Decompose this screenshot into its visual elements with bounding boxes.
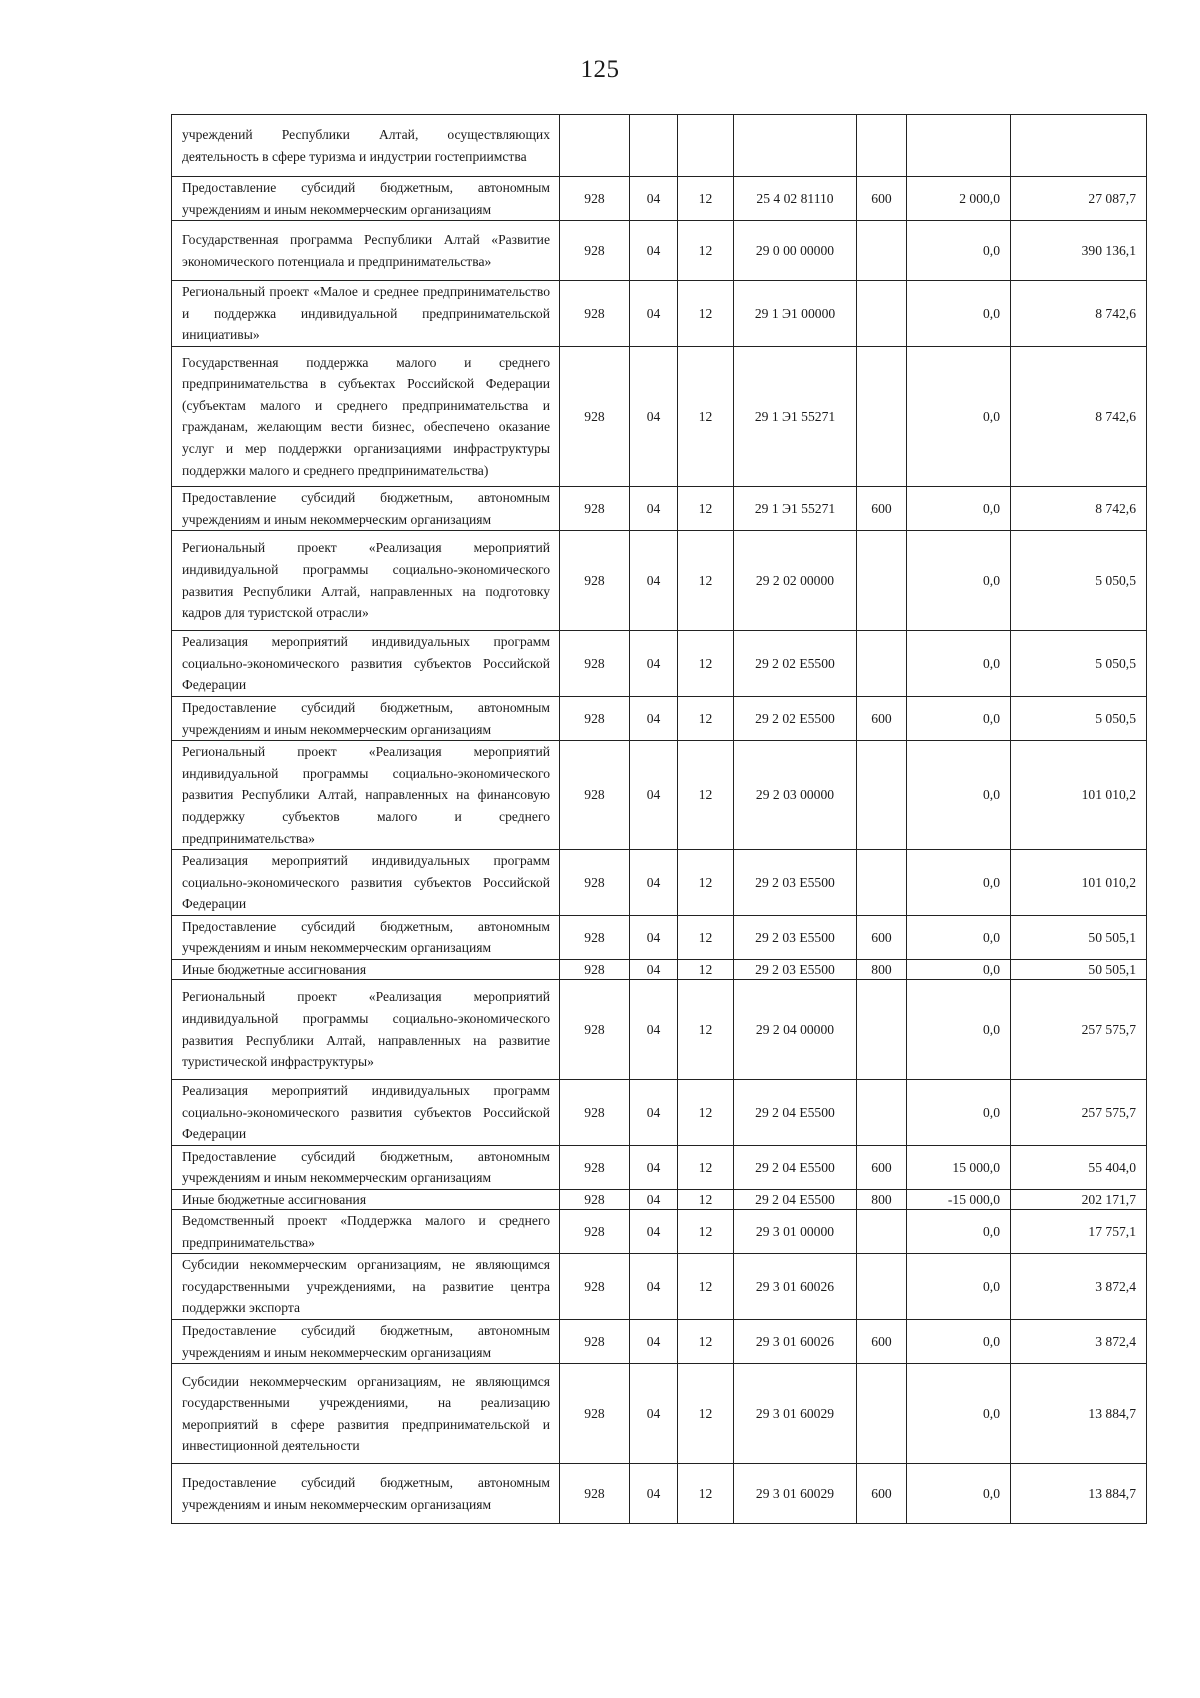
change-amount-cell: 0,0: [907, 915, 1011, 959]
row-name-cell: Предоставление субсидий бюджетным, автономным учреждениям и иным некоммерческим организациям: [172, 1145, 560, 1189]
target-article-cell: 29 2 02 00000: [734, 531, 857, 631]
target-article-cell: 29 2 04 Е5500: [734, 1190, 857, 1210]
subsection-code-cell: 12: [678, 696, 734, 740]
expense-type-cell: [857, 631, 907, 697]
table-row: [172, 115, 1147, 177]
total-amount-cell: 8 742,6: [1011, 486, 1147, 530]
row-name-cell: Предоставление субсидий бюджетным, автономным учреждениям и иным некоммерческим организациям: [172, 177, 560, 221]
table-row: [172, 980, 1147, 1080]
target-article-cell: 29 2 03 Е5500: [734, 915, 857, 959]
change-amount-cell: 0,0: [907, 960, 1011, 980]
row-name-cell: Реализация мероприятий индивидуальных программ социально-экономического развития субъектов Российской Федерации: [172, 631, 560, 697]
change-amount-cell: 0,0: [907, 486, 1011, 530]
ministry-code-cell: 928: [560, 281, 630, 347]
table-row: [172, 531, 1147, 631]
total-amount-cell: 5 050,5: [1011, 531, 1147, 631]
table-row: [172, 850, 1147, 916]
target-article-cell: 29 3 01 60029: [734, 1364, 857, 1464]
row-name-cell: Предоставление субсидий бюджетным, автономным учреждениям и иным некоммерческим организациям: [172, 696, 560, 740]
expense-type-cell: [857, 850, 907, 916]
ministry-code-cell: 928: [560, 1464, 630, 1524]
subsection-code-cell: 12: [678, 631, 734, 697]
row-name-cell: Предоставление субсидий бюджетным, автономным учреждениям и иным некоммерческим организациям: [172, 486, 560, 530]
table-row: [172, 1320, 1147, 1364]
subsection-code-cell: 12: [678, 741, 734, 850]
expense-type-cell: [857, 1210, 907, 1254]
section-code-cell: 04: [630, 631, 678, 697]
ministry-code-cell: 928: [560, 177, 630, 221]
total-amount-cell: 50 505,1: [1011, 960, 1147, 980]
target-article-cell: 29 3 01 60029: [734, 1464, 857, 1524]
section-code-cell: 04: [630, 346, 678, 486]
expense-type-cell: [857, 281, 907, 347]
change-amount-cell: 0,0: [907, 696, 1011, 740]
ministry-code-cell: 928: [560, 531, 630, 631]
row-name-cell: Субсидии некоммерческим организациям, не являющимся государственными учреждениями, на реализацию мероприятий в сфере развития предпринимательской и инвестиционной деятельности: [172, 1364, 560, 1464]
table-row: [172, 177, 1147, 221]
change-amount-cell: 0,0: [907, 1364, 1011, 1464]
total-amount-cell: 257 575,7: [1011, 1080, 1147, 1146]
change-amount-cell: 15 000,0: [907, 1145, 1011, 1189]
ministry-code-cell: 928: [560, 346, 630, 486]
target-article-cell: 29 2 04 00000: [734, 980, 857, 1080]
total-amount-cell: 27 087,7: [1011, 177, 1147, 221]
section-code-cell: [630, 115, 678, 177]
section-code-cell: 04: [630, 1190, 678, 1210]
subsection-code-cell: 12: [678, 281, 734, 347]
table-row: [172, 960, 1147, 980]
row-name-cell: Субсидии некоммерческим организациям, не являющимся государственными учреждениями, на развитие центра поддержки экспорта: [172, 1254, 560, 1320]
section-code-cell: 04: [630, 696, 678, 740]
subsection-code-cell: 12: [678, 1254, 734, 1320]
subsection-code-cell: 12: [678, 1190, 734, 1210]
target-article-cell: 29 2 04 Е5500: [734, 1145, 857, 1189]
section-code-cell: 04: [630, 1464, 678, 1524]
table-row: [172, 1080, 1147, 1146]
target-article-cell: 29 1 Э1 55271: [734, 346, 857, 486]
target-article-cell: 25 4 02 81110: [734, 177, 857, 221]
total-amount-cell: 5 050,5: [1011, 631, 1147, 697]
total-amount-cell: 8 742,6: [1011, 346, 1147, 486]
row-name-cell: Государственная программа Республики Алтай «Развитие экономического потенциала и предпринимательства»: [172, 221, 560, 281]
row-name-cell: Иные бюджетные ассигнования: [172, 960, 560, 980]
subsection-code-cell: 12: [678, 1145, 734, 1189]
expense-type-cell: 600: [857, 1320, 907, 1364]
target-article-cell: 29 2 03 00000: [734, 741, 857, 850]
change-amount-cell: 0,0: [907, 1464, 1011, 1524]
total-amount-cell: 202 171,7: [1011, 1190, 1147, 1210]
change-amount-cell: 0,0: [907, 980, 1011, 1080]
subsection-code-cell: 12: [678, 177, 734, 221]
expense-type-cell: 600: [857, 486, 907, 530]
section-code-cell: 04: [630, 1145, 678, 1189]
row-name-cell: Предоставление субсидий бюджетным, автономным учреждениям и иным некоммерческим организациям: [172, 915, 560, 959]
row-name-cell: Ведомственный проект «Поддержка малого и среднего предпринимательства»: [172, 1210, 560, 1254]
ministry-code-cell: 928: [560, 980, 630, 1080]
subsection-code-cell: 12: [678, 346, 734, 486]
total-amount-cell: 390 136,1: [1011, 221, 1147, 281]
expense-type-cell: [857, 115, 907, 177]
section-code-cell: 04: [630, 1210, 678, 1254]
ministry-code-cell: 928: [560, 741, 630, 850]
subsection-code-cell: 12: [678, 221, 734, 281]
expense-type-cell: 600: [857, 177, 907, 221]
change-amount-cell: 0,0: [907, 346, 1011, 486]
row-name-cell: Региональный проект «Реализация мероприятий индивидуальной программы социально-экономического развития Республики Алтай, направленных на подготовку кадров для туристской отрасли»: [172, 531, 560, 631]
ministry-code-cell: 928: [560, 850, 630, 916]
table-row: [172, 1364, 1147, 1464]
change-amount-cell: [907, 115, 1011, 177]
ministry-code-cell: 928: [560, 1364, 630, 1464]
section-code-cell: 04: [630, 281, 678, 347]
table-row: [172, 1254, 1147, 1320]
subsection-code-cell: 12: [678, 1364, 734, 1464]
row-name-cell: Региональный проект «Реализация мероприятий индивидуальной программы социально-экономического развития Республики Алтай, направленных на развитие туристической инфраструктуры»: [172, 980, 560, 1080]
change-amount-cell: 0,0: [907, 741, 1011, 850]
subsection-code-cell: 12: [678, 915, 734, 959]
target-article-cell: 29 2 03 Е5500: [734, 850, 857, 916]
change-amount-cell: 0,0: [907, 1080, 1011, 1146]
total-amount-cell: 17 757,1: [1011, 1210, 1147, 1254]
expense-type-cell: 600: [857, 1145, 907, 1189]
page-number: 125: [580, 56, 620, 83]
ministry-code-cell: 928: [560, 1190, 630, 1210]
expense-type-cell: [857, 741, 907, 850]
change-amount-cell: 0,0: [907, 850, 1011, 916]
section-code-cell: 04: [630, 960, 678, 980]
table-row: [172, 696, 1147, 740]
section-code-cell: 04: [630, 1080, 678, 1146]
row-name-cell: Региональный проект «Малое и среднее предпринимательство и поддержка индивидуальной предпринимательской инициативы»: [172, 281, 560, 347]
change-amount-cell: -15 000,0: [907, 1190, 1011, 1210]
table-row: [172, 1145, 1147, 1189]
change-amount-cell: 0,0: [907, 1320, 1011, 1364]
target-article-cell: 29 2 03 Е5500: [734, 960, 857, 980]
change-amount-cell: 0,0: [907, 281, 1011, 347]
table-row: [172, 741, 1147, 850]
row-name-cell: Реализация мероприятий индивидуальных программ социально-экономического развития субъектов Российской Федерации: [172, 1080, 560, 1146]
section-code-cell: 04: [630, 1254, 678, 1320]
row-name-cell: учреждений Республики Алтай, осуществляющих деятельность в сфере туризма и индустрии гостеприимства: [172, 115, 560, 177]
table-row: [172, 281, 1147, 347]
expense-type-cell: 800: [857, 960, 907, 980]
subsection-code-cell: 12: [678, 850, 734, 916]
row-name-cell: Государственная поддержка малого и среднего предпринимательства в субъектах Российской Федерации (субъектам малого и среднего предпринимательства и гражданам, желающим вести бизнес, обеспечено оказание услуг и мер поддержки организациями инфраструктуры поддержки малого и среднего предпринимательства): [172, 346, 560, 486]
row-name-cell: Реализация мероприятий индивидуальных программ социально-экономического развития субъектов Российской Федерации: [172, 850, 560, 916]
ministry-code-cell: [560, 115, 630, 177]
section-code-cell: 04: [630, 177, 678, 221]
target-article-cell: 29 3 01 00000: [734, 1210, 857, 1254]
subsection-code-cell: 12: [678, 980, 734, 1080]
expense-type-cell: 600: [857, 1464, 907, 1524]
expense-type-cell: [857, 221, 907, 281]
expense-type-cell: 800: [857, 1190, 907, 1210]
section-code-cell: 04: [630, 531, 678, 631]
ministry-code-cell: 928: [560, 221, 630, 281]
change-amount-cell: 0,0: [907, 1254, 1011, 1320]
target-article-cell: 29 3 01 60026: [734, 1254, 857, 1320]
section-code-cell: 04: [630, 980, 678, 1080]
expense-type-cell: [857, 1254, 907, 1320]
expense-type-cell: [857, 980, 907, 1080]
total-amount-cell: 101 010,2: [1011, 741, 1147, 850]
expense-type-cell: [857, 1080, 907, 1146]
target-article-cell: 29 2 04 Е5500: [734, 1080, 857, 1146]
total-amount-cell: [1011, 115, 1147, 177]
ministry-code-cell: 928: [560, 1145, 630, 1189]
row-name-cell: Предоставление субсидий бюджетным, автономным учреждениям и иным некоммерческим организациям: [172, 1464, 560, 1524]
subsection-code-cell: 12: [678, 1210, 734, 1254]
row-name-cell: Иные бюджетные ассигнования: [172, 1190, 560, 1210]
table-row: [172, 1210, 1147, 1254]
expense-type-cell: 600: [857, 696, 907, 740]
subsection-code-cell: 12: [678, 531, 734, 631]
total-amount-cell: 3 872,4: [1011, 1320, 1147, 1364]
subsection-code-cell: 12: [678, 486, 734, 530]
table-row: [172, 346, 1147, 486]
section-code-cell: 04: [630, 850, 678, 916]
row-name-cell: Предоставление субсидий бюджетным, автономным учреждениям и иным некоммерческим организациям: [172, 1320, 560, 1364]
table-row: [172, 915, 1147, 959]
total-amount-cell: 50 505,1: [1011, 915, 1147, 959]
change-amount-cell: 0,0: [907, 1210, 1011, 1254]
ministry-code-cell: 928: [560, 1080, 630, 1146]
subsection-code-cell: [678, 115, 734, 177]
target-article-cell: 29 1 Э1 55271: [734, 486, 857, 530]
table-row: [172, 221, 1147, 281]
section-code-cell: 04: [630, 221, 678, 281]
section-code-cell: 04: [630, 1364, 678, 1464]
total-amount-cell: 55 404,0: [1011, 1145, 1147, 1189]
table-row: [172, 1190, 1147, 1210]
total-amount-cell: 5 050,5: [1011, 696, 1147, 740]
total-amount-cell: 3 872,4: [1011, 1254, 1147, 1320]
section-code-cell: 04: [630, 1320, 678, 1364]
change-amount-cell: 0,0: [907, 631, 1011, 697]
target-article-cell: 29 2 02 Е5500: [734, 631, 857, 697]
section-code-cell: 04: [630, 915, 678, 959]
change-amount-cell: 0,0: [907, 221, 1011, 281]
ministry-code-cell: 928: [560, 631, 630, 697]
target-article-cell: 29 2 02 Е5500: [734, 696, 857, 740]
change-amount-cell: 2 000,0: [907, 177, 1011, 221]
target-article-cell: 29 1 Э1 00000: [734, 281, 857, 347]
subsection-code-cell: 12: [678, 1320, 734, 1364]
table-row: [172, 1464, 1147, 1524]
total-amount-cell: 8 742,6: [1011, 281, 1147, 347]
section-code-cell: 04: [630, 741, 678, 850]
subsection-code-cell: 12: [678, 1080, 734, 1146]
ministry-code-cell: 928: [560, 1320, 630, 1364]
table-row: [172, 486, 1147, 530]
ministry-code-cell: 928: [560, 960, 630, 980]
total-amount-cell: 13 884,7: [1011, 1364, 1147, 1464]
target-article-cell: [734, 115, 857, 177]
subsection-code-cell: 12: [678, 960, 734, 980]
target-article-cell: 29 3 01 60026: [734, 1320, 857, 1364]
target-article-cell: 29 0 00 00000: [734, 221, 857, 281]
total-amount-cell: 101 010,2: [1011, 850, 1147, 916]
ministry-code-cell: 928: [560, 696, 630, 740]
total-amount-cell: 13 884,7: [1011, 1464, 1147, 1524]
change-amount-cell: 0,0: [907, 531, 1011, 631]
section-code-cell: 04: [630, 486, 678, 530]
table-row: [172, 631, 1147, 697]
expense-type-cell: [857, 346, 907, 486]
ministry-code-cell: 928: [560, 1210, 630, 1254]
total-amount-cell: 257 575,7: [1011, 980, 1147, 1080]
subsection-code-cell: 12: [678, 1464, 734, 1524]
ministry-code-cell: 928: [560, 915, 630, 959]
ministry-code-cell: 928: [560, 1254, 630, 1320]
row-name-cell: Региональный проект «Реализация мероприятий индивидуальной программы социально-экономического развития Республики Алтай, направленных на финансовую поддержку субъектов малого и среднего предпринимательства»: [172, 741, 560, 850]
expense-type-cell: [857, 531, 907, 631]
ministry-code-cell: 928: [560, 486, 630, 530]
budget-table: [171, 114, 1147, 1524]
expense-type-cell: [857, 1364, 907, 1464]
expense-type-cell: 600: [857, 915, 907, 959]
